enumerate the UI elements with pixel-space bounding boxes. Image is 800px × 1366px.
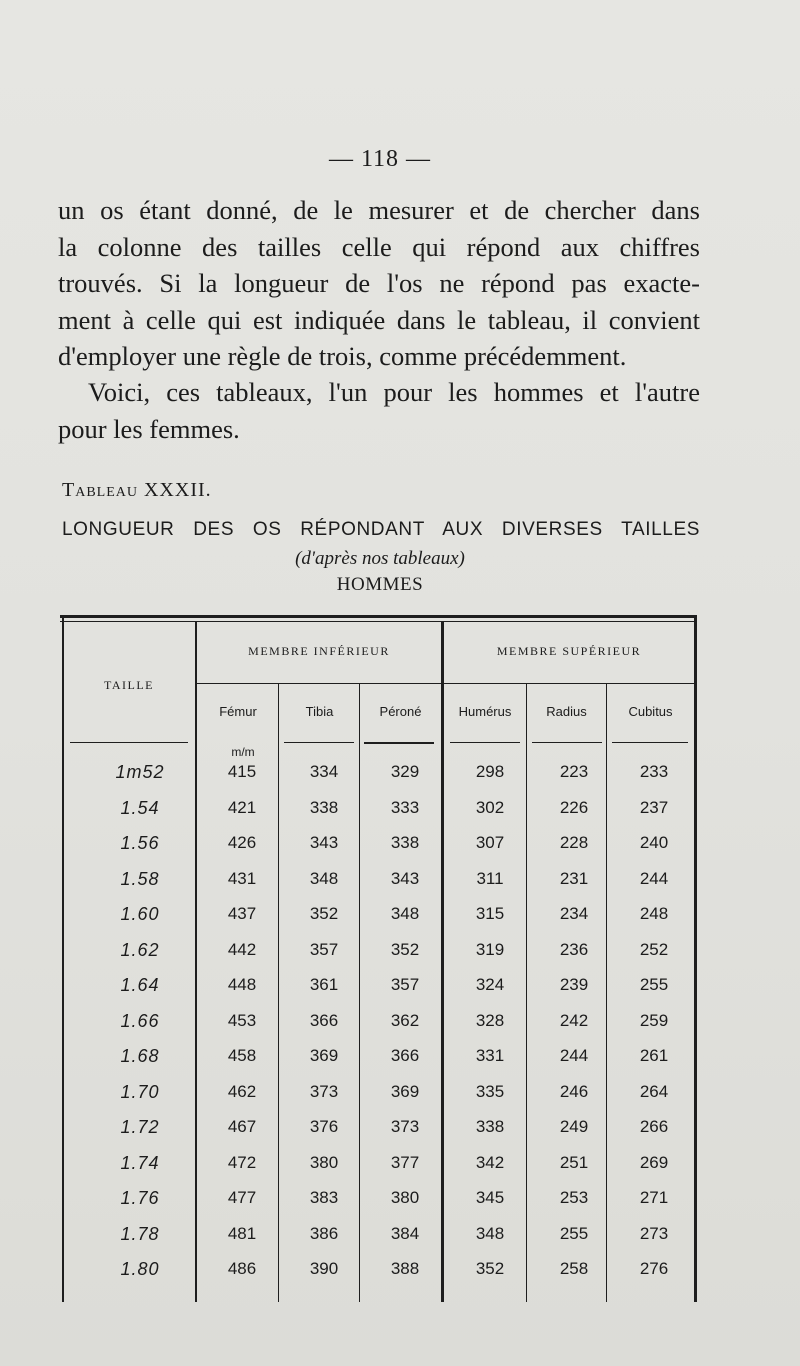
text-line: la colonne des tailles celle qui répond aux chiffres xyxy=(58,231,700,262)
value-cell: 242 xyxy=(559,1010,589,1030)
taille-header: TAILLE xyxy=(103,678,155,692)
value-cell: 352 xyxy=(309,904,339,923)
value-cell: 261 xyxy=(639,1046,669,1065)
taille-cell: 1.56 xyxy=(120,833,160,853)
value-cell: 249 xyxy=(559,1117,589,1136)
value-cell: 390 xyxy=(309,1259,339,1278)
taille-cell: 1.70 xyxy=(120,1081,160,1102)
taille-cell: 1.54 xyxy=(120,797,160,818)
value-cell: 258 xyxy=(559,1259,589,1278)
value-cell: 236 xyxy=(559,939,589,959)
column-header-radius: Radius xyxy=(546,704,587,719)
value-cell: 343 xyxy=(390,868,420,888)
value-cell: 259 xyxy=(639,1010,669,1030)
text-line: pour les femmes. xyxy=(58,413,240,444)
value-cell: 244 xyxy=(559,1046,589,1065)
value-cell: 477 xyxy=(227,1188,257,1207)
table-row xyxy=(64,1113,694,1149)
value-cell: 373 xyxy=(390,1117,420,1136)
header-bottom-rule xyxy=(532,742,602,743)
value-cell: 269 xyxy=(639,1152,669,1172)
taille-cell: 1m52 xyxy=(115,762,165,782)
group-header-inferieur: MEMBRE INFÉRIEUR xyxy=(248,644,390,658)
value-cell: 311 xyxy=(476,868,504,888)
table-top-rule-thin xyxy=(60,621,697,622)
value-cell: 377 xyxy=(390,1152,420,1172)
value-cell: 486 xyxy=(227,1259,257,1278)
value-cell: 345 xyxy=(475,1188,505,1207)
table-right-border xyxy=(694,618,697,1302)
value-cell: 342 xyxy=(475,1152,505,1172)
value-cell: 384 xyxy=(390,1223,420,1243)
value-cell: 369 xyxy=(309,1046,339,1065)
value-cell: 388 xyxy=(390,1259,420,1278)
table-row xyxy=(64,1042,694,1078)
table-top-rule xyxy=(60,615,697,618)
table-row xyxy=(64,1255,694,1291)
value-cell: 383 xyxy=(309,1188,339,1207)
value-cell: 334 xyxy=(309,762,339,781)
taille-cell: 1.60 xyxy=(120,904,160,924)
value-cell: 352 xyxy=(390,939,420,959)
value-cell: 319 xyxy=(475,939,505,959)
table-row xyxy=(64,1078,694,1114)
value-cell: 415 xyxy=(227,762,257,781)
value-cell: 421 xyxy=(227,797,257,817)
table-row xyxy=(64,794,694,830)
value-cell: 373 xyxy=(309,1081,339,1101)
taille-cell: 1.64 xyxy=(120,975,160,995)
table-row xyxy=(64,1149,694,1185)
paragraph-intro xyxy=(58,192,700,375)
header-bottom-rule xyxy=(364,742,434,744)
value-cell: 328 xyxy=(475,1010,505,1030)
value-cell: 361 xyxy=(309,975,339,994)
value-cell: 357 xyxy=(390,975,420,994)
value-cell: 343 xyxy=(309,833,339,852)
header-bottom-rule xyxy=(284,742,354,743)
table-body xyxy=(64,758,694,1291)
text-line: d'employer une règle de trois, comme précédemment. xyxy=(58,341,627,371)
text-line: trouvés. Si la longueur de l'os ne répond pas exacte- xyxy=(58,268,700,298)
value-cell: 366 xyxy=(390,1046,420,1065)
value-cell: 226 xyxy=(559,797,589,817)
table-row xyxy=(64,1220,694,1256)
value-cell: 376 xyxy=(309,1117,339,1136)
value-cell: 380 xyxy=(309,1152,339,1172)
value-cell: 266 xyxy=(639,1117,669,1136)
value-cell: 366 xyxy=(309,1010,339,1030)
value-cell: 240 xyxy=(639,833,669,852)
value-cell: 352 xyxy=(475,1259,505,1278)
value-cell: 252 xyxy=(639,939,669,959)
column-header-humerus: Humérus xyxy=(458,704,512,719)
text-line: Voici, ces tableaux, l'un pour les hommes et l'autre xyxy=(88,377,700,407)
table-row xyxy=(64,829,694,865)
value-cell: 302 xyxy=(475,797,505,817)
value-cell: 248 xyxy=(639,904,669,923)
value-cell: 239 xyxy=(559,975,589,994)
table-row xyxy=(64,1184,694,1220)
column-header-femur: Fémur xyxy=(219,704,257,719)
value-cell: 255 xyxy=(639,975,669,994)
taille-cell: 1.66 xyxy=(120,1010,160,1031)
value-cell: 253 xyxy=(559,1188,589,1207)
value-cell: 357 xyxy=(309,939,339,959)
value-cell: 329 xyxy=(390,762,420,781)
taille-cell: 1.76 xyxy=(120,1188,160,1208)
value-cell: 338 xyxy=(475,1117,505,1136)
value-cell: 276 xyxy=(639,1259,669,1278)
value-cell: 251 xyxy=(559,1152,589,1172)
value-cell: 255 xyxy=(559,1223,589,1243)
value-cell: 231 xyxy=(559,868,589,888)
value-cell: 437 xyxy=(227,904,257,923)
table-group-heading: HOMMES xyxy=(336,574,424,595)
value-cell: 442 xyxy=(227,939,257,959)
table-row xyxy=(64,758,694,794)
text-line: ment à celle qui est indiquée dans le tableau, il convient xyxy=(58,304,700,335)
column-header-tibia: Tibia xyxy=(305,704,334,719)
page-number: — 118 — xyxy=(328,146,432,172)
taille-cell: 1.80 xyxy=(120,1259,160,1279)
value-cell: 348 xyxy=(390,904,420,923)
table-row xyxy=(64,936,694,972)
value-cell: 448 xyxy=(227,975,257,994)
value-cell: 307 xyxy=(475,833,505,852)
header-bottom-rule xyxy=(612,742,688,743)
value-cell: 331 xyxy=(475,1046,505,1065)
value-cell: 348 xyxy=(309,868,339,888)
value-cell: 264 xyxy=(639,1081,669,1101)
value-cell: 335 xyxy=(475,1081,505,1101)
table-row xyxy=(64,1007,694,1043)
table-row xyxy=(64,865,694,901)
value-cell: 472 xyxy=(227,1152,257,1172)
value-cell: 458 xyxy=(227,1046,257,1065)
value-cell: 380 xyxy=(390,1188,420,1207)
value-cell: 324 xyxy=(475,975,505,994)
value-cell: 426 xyxy=(227,833,257,852)
value-cell: 362 xyxy=(390,1010,420,1030)
header-bottom-rule xyxy=(70,742,188,743)
table-subtitle: (d'après nos tableaux) xyxy=(295,548,465,569)
value-cell: 431 xyxy=(227,868,257,888)
value-cell: 338 xyxy=(309,797,339,817)
value-cell: 315 xyxy=(475,904,505,923)
value-cell: 233 xyxy=(639,762,669,781)
table-row xyxy=(64,971,694,1007)
value-cell: 223 xyxy=(559,762,589,781)
value-cell: 453 xyxy=(227,1010,257,1030)
group-header-rule xyxy=(197,683,694,684)
unit-label: m/m xyxy=(231,745,255,759)
column-header-cubitus: Cubitus xyxy=(628,704,673,719)
taille-cell: 1.72 xyxy=(120,1117,160,1137)
value-cell: 481 xyxy=(227,1223,257,1243)
value-cell: 298 xyxy=(475,762,505,781)
value-cell: 273 xyxy=(639,1223,669,1243)
value-cell: 244 xyxy=(639,868,669,888)
value-cell: 348 xyxy=(475,1223,505,1243)
taille-cell: 1.68 xyxy=(120,1046,160,1066)
value-cell: 462 xyxy=(227,1081,257,1101)
table-row xyxy=(64,900,694,936)
value-cell: 369 xyxy=(390,1081,420,1101)
header-bottom-rule xyxy=(450,742,520,743)
value-cell: 228 xyxy=(559,833,589,852)
table-label: Tableau XXXII. xyxy=(62,479,212,501)
value-cell: 386 xyxy=(309,1223,339,1243)
value-cell: 467 xyxy=(227,1117,257,1136)
group-header-superieur: MEMBRE SUPÉRIEUR xyxy=(496,644,642,658)
value-cell: 234 xyxy=(559,904,589,923)
taille-cell: 1.74 xyxy=(120,1152,160,1173)
table-title: LONGUEUR DES OS RÉPONDANT AUX DIVERSES TAILLES xyxy=(62,519,700,540)
value-cell: 246 xyxy=(559,1081,589,1101)
taille-cell: 1.62 xyxy=(120,939,160,960)
column-header-perone: Péroné xyxy=(379,704,422,719)
taille-cell: 1.78 xyxy=(120,1223,160,1244)
value-cell: 237 xyxy=(639,797,669,817)
value-cell: 333 xyxy=(390,797,420,817)
value-cell: 271 xyxy=(639,1188,669,1207)
paragraph-tables-intro xyxy=(58,374,700,447)
value-cell: 338 xyxy=(390,833,420,852)
taille-cell: 1.58 xyxy=(120,868,160,889)
text-line: un os étant donné, de le mesurer et de chercher dans xyxy=(58,195,700,225)
